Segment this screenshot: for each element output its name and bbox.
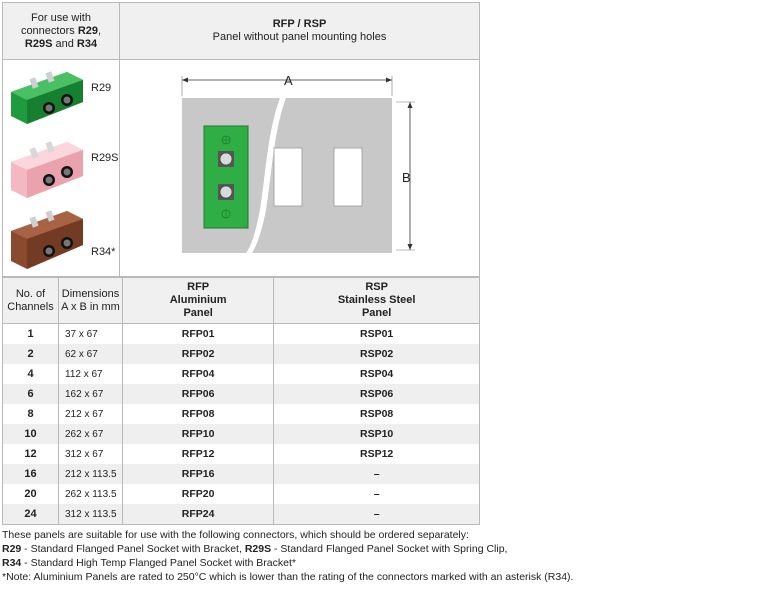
panel-diagram [120,60,479,276]
product-spec-panel [2,2,480,525]
note-line-3: R34 - Standard High Temp Flanged Panel Socket with Bracket* [2,557,296,569]
table-row: 10 262 x 67 RFP10 RSP10 [3,424,480,444]
footnotes [2,528,573,584]
col-header-dimensions: Dimensions A x B in mm [59,278,123,324]
product-title-cell [120,3,479,59]
r29s-connector-image [7,136,87,204]
compatibility-cell [3,3,120,59]
product-subtitle: Panel without panel mounting holes [212,31,387,43]
compat-line2: connectors R29, [20,25,102,37]
table-row: 6 162 x 67 RFP06 RSP06 [3,384,480,404]
dimension-a-label: A [284,73,293,88]
connector-images [3,60,120,276]
note-line-1: These panels are suitable for use with the following connectors, which should be ordered separately: [2,529,469,541]
table-row: 16 212 x 113.5 RFP16 – [3,464,480,484]
compat-line3: R29S and R34 [24,38,98,50]
table-row: 24 312 x 113.5 RFP24 – [3,504,480,525]
spec-header [2,2,480,59]
r34-connector-image [7,205,87,275]
dimension-b-label: B [402,170,411,185]
r34-label: R34* [91,246,116,258]
note-line-4: *Note: Aluminium Panels are rated to 250°C which is lower than the rating of the connectors marked with an asterisk (R34). [2,571,574,583]
note-line-2: R29 - Standard Flanged Panel Socket with Bracket, R29S - Standard Flanged Panel Socket with Spring Clip, [2,543,508,555]
r29-label: R29 [91,82,112,94]
table-row: 8 212 x 67 RFP08 RSP08 [3,404,480,424]
table-row: 4 112 x 67 RFP04 RSP04 [3,364,480,384]
image-band [2,59,480,277]
table-row: 20 262 x 113.5 RFP20 – [3,484,480,504]
product-title: RFP / RSP [272,18,327,30]
table-header-row [3,278,480,324]
r29-connector-image [7,66,87,134]
panel-drawing [120,60,479,276]
col-header-channels: No. of Channels [3,278,59,324]
col-header-rsp: RSP Stainless Steel Panel [274,278,480,324]
col-header-rfp: RFP Aluminium Panel [123,278,274,324]
table-row: 2 62 x 67 RFP02 RSP02 [3,344,480,364]
table-row: 12 312 x 67 RFP12 RSP12 [3,444,480,464]
r29s-label: R29S [91,152,119,164]
compat-line1: For use with [31,12,91,24]
table-row: 1 37 x 67 RFP01 RSP01 [3,324,480,345]
part-number-table [2,277,480,525]
